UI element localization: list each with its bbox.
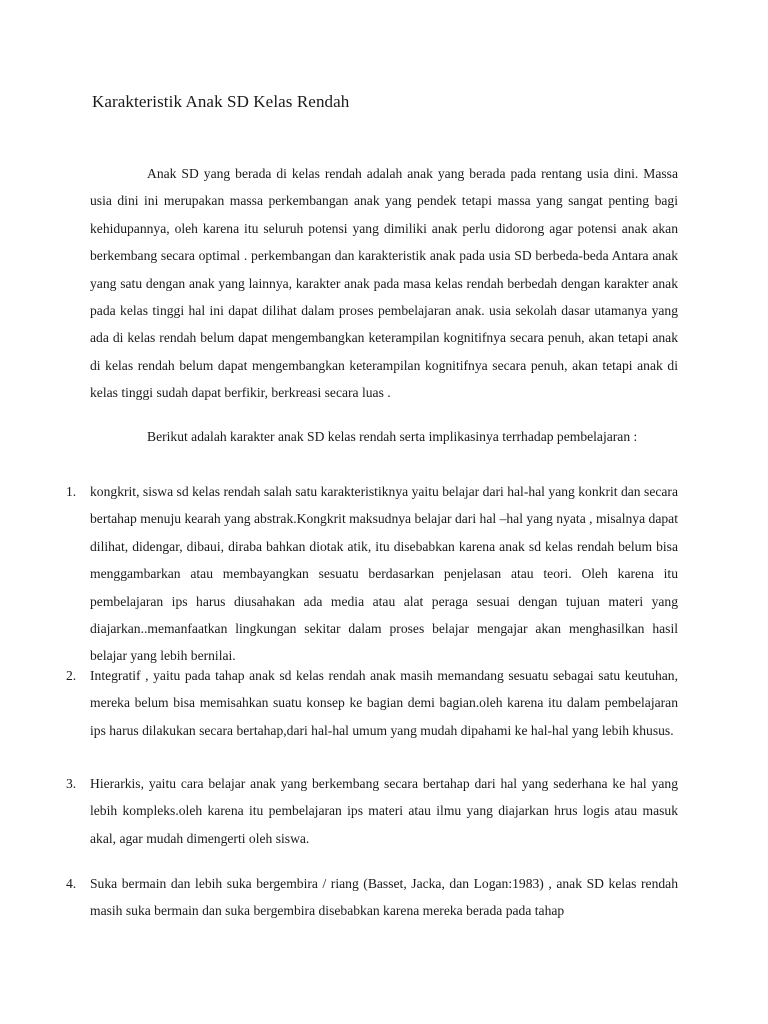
list-item-1	[66, 478, 678, 670]
list-item-text: kongkrit, siswa sd kelas rendah salah satu karakteristiknya yaitu belajar dari hal-hal yang konkrit dan secara bertahap menuju kearah yang abstrak.Kongkrit maksudnya belajar dari hal –hal yang nyata , misalnya dapat dilihat, didengar, dibaui, diraba bahkan diotak atik, itu disebabkan karena anak sd kelas rendah belum bisa menggambarkan atau membayangkan sesuatu berdasarkan penjelasan atau teori. Oleh karena itu pembelajaran ips harus diusahakan ada media atau alat peraga sesuai dengan tujuan materi yang diajarkan..memanfaatkan lingkungan sekitar dalam proses belajar mengajar akan menghasilkan hasil belajar yang lebih bernilai.	[90, 484, 678, 664]
list-item-number: 1.	[66, 484, 77, 499]
list-item-3	[66, 770, 678, 852]
list-item-number: 4.	[66, 876, 77, 891]
list-intro-paragraph: Berikut adalah karakter anak SD kelas rendah serta implikasinya terrhadap pembelajaran :	[147, 429, 638, 444]
list-item-number: 2.	[66, 668, 77, 683]
list-item-text: Suka bermain dan lebih suka bergembira / riang (Basset, Jacka, dan Logan:1983) , anak SD kelas rendah masih suka bermain dan suka bergembira disebabkan karena mereka berada pada tahap	[90, 876, 678, 919]
intro-paragraph: Anak SD yang berada di kelas rendah adalah anak yang berada pada rentang usia dini. Massa usia dini ini merupakan massa perkembangan anak yang pendek tetapi massa yang sangat penting bagi kehidupannya, oleh karena itu seluruh potensi yang dimiliki anak perlu didorong agar potensi anak akan berkembang secara optimal . perkembangan dan karakteristik anak pada usia SD berbeda-beda Antara anak yang satu dengan anak yang lainnya, karakter anak pada masa kelas rendah berbedah dengan karakter anak pada kelas tinggi hal ini dapat dilihat dalam proses pembelajaran anak. usia sekolah dasar utamanya yang ada di kelas rendah belum dapat mengembangkan keterampilan kognitifnya secara penuh, akan tetapi anak di kelas rendah belum dapat mengembangkan keterampilan kognitifnya secara penuh, akan tetapi anak di kelas tinggi sudah dapat berfikir, berkreasi secara luas .	[90, 166, 678, 401]
list-item-text: Integratif , yaitu pada tahap anak sd kelas rendah anak masih memandang sesuatu sebagai satu keutuhan, mereka belum bisa memisahkan suatu konsep ke bagian demi bagian.oleh karena itu dalam pembelajaran ips harus dilakukan secara bertahap,dari hal-hal umum yang mudah dipahami ke hal-hal yang lebih khusus.	[90, 668, 678, 738]
list-item-text: Hierarkis, yaitu cara belajar anak yang berkembang secara bertahap dari hal yang sederhana ke hal yang lebih kompleks.oleh karena itu pembelajaran ips materi atau ilmu yang diajarkan hrus logis atau masuk akal, agar mudah dimengerti oleh siswa.	[90, 776, 678, 846]
list-item-2	[66, 662, 678, 744]
list-item-4	[66, 870, 678, 925]
list-item-number: 3.	[66, 776, 77, 791]
document-title: Karakteristik Anak SD Kelas Rendah	[92, 92, 350, 111]
